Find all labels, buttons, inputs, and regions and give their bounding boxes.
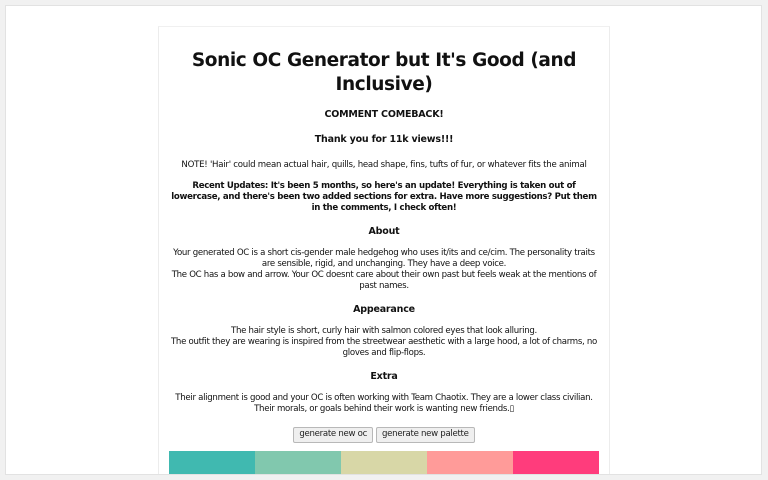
palette-swatch-4: [427, 451, 513, 475]
palette-swatch-1: [169, 451, 255, 475]
appearance-line-1: The hair style is short, curly hair with salmon colored eyes that look alluring.: [231, 326, 537, 336]
palette-swatch-5: [513, 451, 599, 475]
browser-viewport: [5, 5, 762, 475]
about-line-1: Your generated OC is a short cis-gender male hedgehog who uses it/its and ce/cim. The personality traits are sensible, rigid, and unchanging. They have a deep voice.: [173, 248, 595, 269]
appearance-line-2: The outfit they are wearing is inspired from the streetwear aesthetic with a large hood, a lot of charms, no gloves and flip-flops.: [170, 337, 597, 358]
announcement-comment-comeback: COMMENT COMEBACK!: [324, 109, 444, 120]
page-title: Sonic OC Generator but It's Good (and Inclusive): [191, 50, 577, 95]
button-row: [169, 427, 599, 443]
palette-swatch-3: [341, 451, 427, 475]
palette-swatch-2: [255, 451, 341, 475]
about-line-2: The OC has a bow and arrow. Your OC doesnt care about their own past but feels weak at the mentions of past names.: [171, 270, 597, 291]
appearance-text: [169, 326, 599, 359]
extra-heading: Extra: [370, 371, 398, 382]
hair-note: NOTE! 'Hair' could mean actual hair, quills, head shape, fins, tufts of fur, or whatever fits the animal: [181, 160, 587, 170]
about-heading: About: [368, 226, 400, 237]
appearance-heading: Appearance: [353, 304, 415, 315]
extra-line-1: Their alignment is good and your OC is often working with Team Chaotix. They are a lower class civilian.: [175, 393, 593, 403]
color-palette: [169, 451, 599, 475]
announcement-views: Thank you for 11k views!!!: [314, 134, 454, 145]
about-text: [169, 248, 599, 292]
generate-new-palette-button[interactable]: generate new palette: [376, 427, 475, 443]
recent-updates: Recent Updates: It's been 5 months, so here's an update! Everything is taken out of lowercase, and there's been two added sections for extra. Have more suggestions? Put them in the comments, I check often!: [171, 181, 597, 213]
generator-card: [158, 26, 610, 475]
generate-new-oc-button[interactable]: generate new oc: [293, 427, 373, 443]
extra-text: [169, 393, 599, 415]
extra-line-2: Their morals, or goals behind their work is wanting new friends.▯: [254, 404, 514, 414]
